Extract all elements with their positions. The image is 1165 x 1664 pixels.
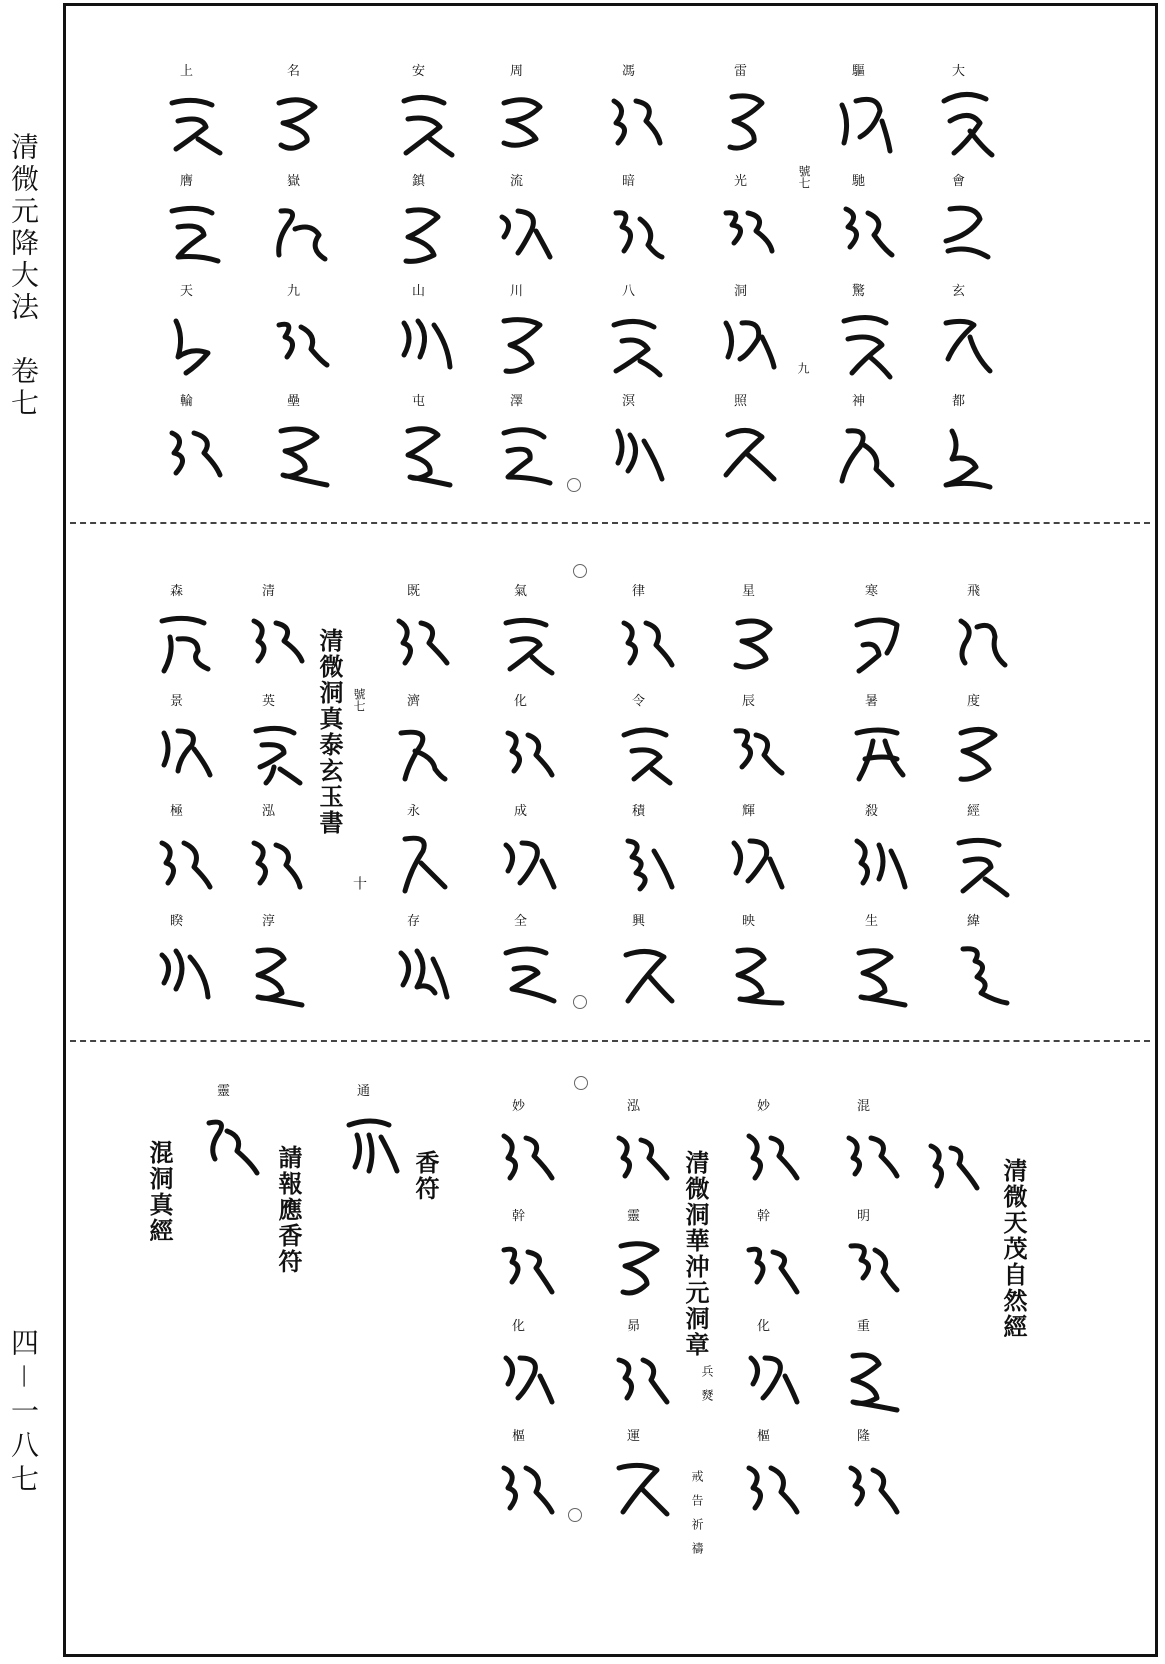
gloss-char: 安	[412, 64, 426, 79]
talisman-cell	[385, 915, 455, 1025]
gloss-char: 嶽	[287, 174, 301, 189]
talisman-cell	[735, 1430, 805, 1540]
talisman-cell	[830, 65, 900, 175]
binding-hole	[567, 478, 581, 492]
gloss-char: 膺	[180, 174, 194, 189]
talisman-glyph	[600, 191, 670, 281]
gloss-char: 律	[632, 584, 646, 599]
talisman-cell	[605, 1430, 675, 1540]
gloss-char: 極	[170, 804, 184, 819]
talisman-cell	[610, 585, 680, 695]
talisman-cell	[385, 585, 455, 695]
gloss-char: 永	[407, 804, 421, 819]
gloss-char: 化	[514, 694, 528, 709]
gloss-char: 馮	[622, 64, 636, 79]
talisman-cell	[930, 65, 1000, 175]
talisman-glyph	[930, 81, 1000, 171]
talisman-glyph	[148, 711, 218, 801]
talisman-cell	[945, 805, 1015, 915]
talisman-cell	[492, 915, 562, 1025]
talisman-glyph	[265, 81, 335, 171]
book-title: 清微元降大法 卷七	[7, 132, 40, 420]
gloss-char: 幹	[512, 1209, 526, 1224]
gloss-char: 泓	[262, 804, 276, 819]
talisman-cell	[488, 395, 558, 505]
talisman-glyph	[385, 711, 455, 801]
talisman-cell	[712, 65, 782, 175]
gloss-char: 經	[967, 804, 981, 819]
gloss-char: 驚	[852, 284, 866, 299]
gloss-char: 馳	[852, 174, 866, 189]
gloss-char: 氣	[514, 584, 528, 599]
binding-hole	[573, 564, 587, 578]
talisman-cell	[490, 1100, 560, 1210]
scripture-title: 清微天茂自然經	[999, 1158, 1028, 1340]
talisman-cell	[843, 805, 913, 915]
talisman-cell	[148, 695, 218, 805]
gloss-char: 殺	[865, 804, 879, 819]
talisman-cell	[843, 915, 913, 1025]
gloss-char: 山	[412, 284, 426, 299]
talisman-cell	[148, 915, 218, 1025]
talisman-cell	[835, 1430, 905, 1540]
gloss-char: 都	[952, 394, 966, 409]
title-note: 兵 燹	[700, 1365, 714, 1401]
gloss-char: 化	[512, 1319, 526, 1334]
scripture-title-2: 清微洞華沖元洞章	[681, 1150, 710, 1358]
talisman-cell	[600, 395, 670, 505]
talisman-glyph	[488, 411, 558, 501]
talisman-cell	[720, 915, 790, 1025]
section-note: 九	[796, 362, 810, 374]
talisman-cell	[712, 395, 782, 505]
talisman-glyph	[610, 601, 680, 691]
gloss-char: 驅	[852, 64, 866, 79]
gloss-char: 幹	[757, 1209, 771, 1224]
talisman-cell	[158, 285, 228, 395]
talisman-cell	[600, 285, 670, 395]
talisman-glyph	[600, 301, 670, 391]
talisman-cell	[830, 285, 900, 395]
talisman-glyph	[930, 301, 1000, 391]
talisman-glyph	[240, 601, 310, 691]
gloss-char: 緯	[967, 914, 981, 929]
talisman-cell	[930, 395, 1000, 505]
margin-column	[0, 0, 62, 1664]
talisman-glyph	[843, 821, 913, 911]
talisman-cell	[240, 585, 310, 695]
talisman-cell	[720, 585, 790, 695]
gloss-char: 天	[180, 284, 194, 299]
talisman-glyph	[240, 821, 310, 911]
talisman-glyph	[735, 1446, 805, 1536]
talisman-glyph	[490, 1226, 560, 1316]
section-divider	[70, 522, 1150, 524]
gloss-char: 寒	[865, 584, 879, 599]
talisman-glyph	[158, 81, 228, 171]
talisman-cell	[843, 585, 913, 695]
talisman-cell	[720, 805, 790, 915]
talisman-glyph	[720, 821, 790, 911]
talisman-cell	[605, 1100, 675, 1210]
talisman-glyph	[712, 191, 782, 281]
talisman-glyph	[600, 411, 670, 501]
gloss-char: 洞	[734, 284, 748, 299]
gloss-char: 重	[857, 1319, 871, 1334]
talisman-cell	[490, 1320, 560, 1430]
gloss-char: 濟	[407, 694, 421, 709]
section-mark: 十	[351, 876, 367, 890]
binding-hole	[568, 1508, 582, 1522]
gloss-char: 暑	[865, 694, 879, 709]
talisman-glyph	[945, 821, 1015, 911]
talisman-cell	[195, 1085, 265, 1205]
talisman-cell	[265, 395, 335, 505]
talisman-glyph	[843, 601, 913, 691]
gloss-char: 泓	[627, 1099, 641, 1114]
gloss-char: 溟	[622, 394, 636, 409]
gloss-char: 混	[857, 1099, 871, 1114]
talisman-cell	[605, 1320, 675, 1430]
talisman-glyph	[195, 1101, 265, 1191]
talisman-cell	[712, 175, 782, 285]
gloss-char: 澤	[510, 394, 524, 409]
talisman-cell	[158, 395, 228, 505]
talisman-glyph	[720, 711, 790, 801]
report-talisman-title: 請報應香符	[274, 1145, 303, 1275]
gloss-char: 度	[967, 694, 981, 709]
gloss-char: 壘	[287, 394, 301, 409]
talisman-glyph	[835, 1226, 905, 1316]
talisman-glyph	[835, 1446, 905, 1536]
talisman-glyph	[385, 821, 455, 911]
talisman-glyph	[335, 1101, 405, 1191]
talisman-glyph	[610, 931, 680, 1021]
gloss-char: 飛	[967, 584, 981, 599]
gloss-char: 輝	[742, 804, 756, 819]
talisman-glyph	[735, 1226, 805, 1316]
talisman-cell	[600, 65, 670, 175]
talisman-cell	[490, 1210, 560, 1320]
talisman-glyph	[148, 601, 218, 691]
talisman-glyph	[843, 711, 913, 801]
talisman-glyph	[605, 1446, 675, 1536]
gloss-char: 神	[852, 394, 866, 409]
talisman-glyph	[488, 301, 558, 391]
talisman-glyph	[712, 81, 782, 171]
gloss-char: 化	[757, 1319, 771, 1334]
talisman-glyph	[390, 191, 460, 281]
talisman-cell	[240, 695, 310, 805]
talisman-cell	[945, 585, 1015, 695]
title-note: 號七	[352, 688, 366, 712]
talisman-cell	[735, 1320, 805, 1430]
gloss-char: 景	[170, 694, 184, 709]
gloss-char: 既	[407, 584, 421, 599]
talisman-cell	[915, 1110, 985, 1220]
talisman-glyph	[835, 1116, 905, 1206]
gloss-char: 映	[742, 914, 756, 929]
talisman-cell	[158, 175, 228, 285]
gloss-char: 暗	[622, 174, 636, 189]
talisman-glyph	[390, 81, 460, 171]
talisman-glyph	[492, 711, 562, 801]
talisman-glyph	[930, 411, 1000, 501]
section-title: 清微洞真泰玄玉書	[315, 628, 344, 836]
talisman-glyph	[158, 301, 228, 391]
talisman-glyph	[240, 931, 310, 1021]
page-number: 四－一八七	[7, 1328, 40, 1499]
gloss-char: 生	[865, 914, 879, 929]
gloss-char: 隆	[857, 1429, 871, 1444]
talisman-cell	[490, 1430, 560, 1540]
talisman-cell	[390, 285, 460, 395]
talisman-cell	[945, 695, 1015, 805]
talisman-glyph	[265, 301, 335, 391]
talisman-glyph	[605, 1336, 675, 1426]
talisman-cell	[835, 1210, 905, 1320]
talisman-glyph	[605, 1226, 675, 1316]
gloss-char: 星	[742, 584, 756, 599]
talisman-cell	[240, 915, 310, 1025]
talisman-glyph	[600, 81, 670, 171]
gloss-char: 妙	[512, 1099, 526, 1114]
scripture-name: 混洞真經	[145, 1140, 174, 1244]
talisman-cell	[610, 805, 680, 915]
talisman-glyph	[830, 411, 900, 501]
gloss-char: 積	[632, 804, 646, 819]
gloss-char: 清	[262, 584, 276, 599]
talisman-glyph	[385, 601, 455, 691]
talisman-glyph	[488, 81, 558, 171]
talisman-cell	[735, 1100, 805, 1210]
talisman-glyph	[712, 301, 782, 391]
gloss-char: 全	[514, 914, 528, 929]
talisman-cell	[930, 175, 1000, 285]
binding-hole	[574, 1076, 588, 1090]
talisman-glyph	[843, 931, 913, 1021]
talisman-cell	[492, 695, 562, 805]
talisman-cell	[930, 285, 1000, 395]
talisman-glyph	[930, 191, 1000, 281]
gloss-char: 通	[357, 1084, 371, 1099]
section-divider	[70, 1040, 1150, 1042]
gloss-char: 明	[857, 1209, 871, 1224]
talisman-glyph	[148, 931, 218, 1021]
talisman-cell	[390, 175, 460, 285]
binding-hole	[573, 995, 587, 1009]
talisman-glyph	[490, 1446, 560, 1536]
talisman-glyph	[945, 931, 1015, 1021]
talisman-glyph	[490, 1336, 560, 1426]
talisman-cell	[610, 695, 680, 805]
talisman-glyph	[830, 81, 900, 171]
talisman-cell	[390, 65, 460, 175]
gloss-char: 八	[622, 284, 636, 299]
talisman-glyph	[385, 931, 455, 1021]
gloss-char: 光	[734, 174, 748, 189]
talisman-cell	[488, 175, 558, 285]
talisman-glyph	[712, 411, 782, 501]
talisman-glyph	[610, 711, 680, 801]
gloss-char: 照	[734, 394, 748, 409]
talisman-cell	[488, 65, 558, 175]
gloss-char: 輪	[180, 394, 194, 409]
talisman-cell	[385, 695, 455, 805]
gloss-char: 睽	[170, 914, 184, 929]
gloss-char: 上	[180, 64, 194, 79]
talisman-cell	[945, 915, 1015, 1025]
talisman-glyph	[158, 411, 228, 501]
talisman-glyph	[240, 711, 310, 801]
gloss-char: 運	[627, 1429, 641, 1444]
talisman-cell	[720, 695, 790, 805]
gloss-char: 大	[952, 64, 966, 79]
talisman-cell	[265, 175, 335, 285]
talisman-glyph	[492, 821, 562, 911]
talisman-cell	[600, 175, 670, 285]
section-note: 號七	[797, 165, 811, 189]
gloss-char: 靈	[627, 1209, 641, 1224]
talisman-cell	[712, 285, 782, 395]
gloss-char: 靈	[217, 1084, 231, 1099]
gloss-char: 成	[514, 804, 528, 819]
talisman-cell	[830, 175, 900, 285]
gloss-char: 淳	[262, 914, 276, 929]
talisman-cell	[610, 915, 680, 1025]
gloss-char: 玄	[952, 284, 966, 299]
talisman-glyph	[610, 821, 680, 911]
talisman-cell	[265, 285, 335, 395]
gloss-char: 興	[632, 914, 646, 929]
talisman-glyph	[488, 191, 558, 281]
talisman-cell	[492, 805, 562, 915]
talisman-cell	[265, 65, 335, 175]
talisman-glyph	[735, 1116, 805, 1206]
talisman-cell	[605, 1210, 675, 1320]
talisman-glyph	[605, 1116, 675, 1206]
talisman-glyph	[945, 601, 1015, 691]
gloss-char: 鎮	[412, 174, 426, 189]
talisman-cell	[335, 1085, 405, 1205]
gloss-char: 名	[287, 64, 301, 79]
talisman-cell	[148, 585, 218, 695]
talisman-cell	[830, 395, 900, 505]
gloss-char: 會	[952, 174, 966, 189]
talisman-glyph	[158, 191, 228, 281]
gloss-char: 流	[510, 174, 524, 189]
talisman-glyph	[735, 1336, 805, 1426]
gloss-char: 妙	[757, 1099, 771, 1114]
gloss-char: 令	[632, 694, 646, 709]
talisman-glyph	[830, 301, 900, 391]
gloss-char: 樞	[757, 1429, 771, 1444]
talisman-glyph	[265, 411, 335, 501]
incense-talisman-title: 香符	[411, 1150, 440, 1202]
gloss-char: 辰	[742, 694, 756, 709]
talisman-glyph	[148, 821, 218, 911]
talisman-cell	[835, 1320, 905, 1430]
talisman-cell	[492, 585, 562, 695]
gloss-char: 川	[510, 284, 524, 299]
gloss-char: 屯	[412, 394, 426, 409]
gloss-char: 樞	[512, 1429, 526, 1444]
talisman-glyph	[492, 931, 562, 1021]
talisman-cell	[488, 285, 558, 395]
talisman-cell	[158, 65, 228, 175]
talisman-glyph	[720, 601, 790, 691]
talisman-cell	[385, 805, 455, 915]
gloss-char: 存	[407, 914, 421, 929]
talisman-glyph	[492, 601, 562, 691]
talisman-glyph	[490, 1116, 560, 1206]
talisman-glyph	[830, 191, 900, 281]
talisman-glyph	[720, 931, 790, 1021]
gloss-char: 周	[510, 64, 524, 79]
talisman-glyph	[835, 1336, 905, 1426]
talisman-cell	[835, 1100, 905, 1210]
gloss-char: 英	[262, 694, 276, 709]
title-note: 戒 告 祈 禱	[690, 1470, 704, 1554]
talisman-glyph	[390, 301, 460, 391]
gloss-char: 森	[170, 584, 184, 599]
talisman-glyph	[390, 411, 460, 501]
talisman-glyph	[945, 711, 1015, 801]
gloss-char: 雷	[734, 64, 748, 79]
talisman-cell	[148, 805, 218, 915]
talisman-cell	[735, 1210, 805, 1320]
talisman-glyph	[265, 191, 335, 281]
gloss-char: 九	[287, 284, 301, 299]
talisman-cell	[843, 695, 913, 805]
talisman-cell	[390, 395, 460, 505]
talisman-cell	[240, 805, 310, 915]
talisman-glyph	[915, 1126, 985, 1216]
gloss-char: 昴	[627, 1319, 641, 1334]
